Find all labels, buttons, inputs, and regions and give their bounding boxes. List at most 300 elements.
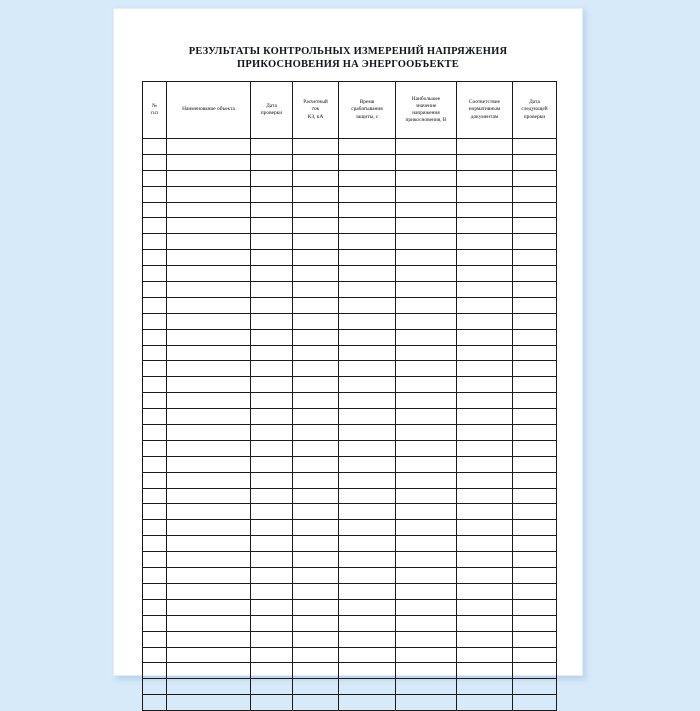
- table-cell-next_date[interactable]: [513, 456, 557, 472]
- table-cell-next_date[interactable]: [513, 520, 557, 536]
- table-cell-object_name[interactable]: [167, 202, 251, 218]
- table-cell-next_date[interactable]: [513, 679, 557, 695]
- table-cell-next_date[interactable]: [513, 393, 557, 409]
- table-row: [143, 425, 557, 441]
- table-cell-object_name[interactable]: [167, 234, 251, 250]
- table-cell-protection_time[interactable]: [339, 695, 396, 711]
- table-cell-max_voltage[interactable]: [396, 615, 457, 631]
- table-cell-calc_current[interactable]: [293, 393, 339, 409]
- table-cell-protection_time[interactable]: [339, 504, 396, 520]
- table-cell-calc_current[interactable]: [293, 409, 339, 425]
- table-cell-calc_current[interactable]: [293, 139, 339, 155]
- table-cell-next_date[interactable]: [513, 568, 557, 584]
- table-cell-number[interactable]: [143, 297, 167, 313]
- table-cell-next_date[interactable]: [513, 472, 557, 488]
- table-cell-object_name[interactable]: [167, 679, 251, 695]
- table-cell-compliance[interactable]: [457, 568, 513, 584]
- table-cell-object_name[interactable]: [167, 282, 251, 298]
- table-cell-max_voltage[interactable]: [396, 266, 457, 282]
- table-cell-protection_time[interactable]: [339, 282, 396, 298]
- table-cell-next_date[interactable]: [513, 488, 557, 504]
- table-cell-compliance[interactable]: [457, 218, 513, 234]
- table-cell-compliance[interactable]: [457, 409, 513, 425]
- table-cell-compliance[interactable]: [457, 536, 513, 552]
- table-cell-protection_time[interactable]: [339, 154, 396, 170]
- table-cell-compliance[interactable]: [457, 170, 513, 186]
- table-cell-check_date[interactable]: [251, 488, 293, 504]
- table-cell-next_date[interactable]: [513, 139, 557, 155]
- table-cell-check_date[interactable]: [251, 663, 293, 679]
- table-cell-object_name[interactable]: [167, 583, 251, 599]
- table-cell-protection_time[interactable]: [339, 234, 396, 250]
- table-cell-object_name[interactable]: [167, 297, 251, 313]
- table-cell-object_name[interactable]: [167, 266, 251, 282]
- table-cell-protection_time[interactable]: [339, 599, 396, 615]
- table-cell-number[interactable]: [143, 218, 167, 234]
- table-cell-compliance[interactable]: [457, 186, 513, 202]
- table-cell-calc_current[interactable]: [293, 282, 339, 298]
- table-cell-protection_time[interactable]: [339, 377, 396, 393]
- table-cell-number[interactable]: [143, 615, 167, 631]
- table-cell-check_date[interactable]: [251, 583, 293, 599]
- table-cell-max_voltage[interactable]: [396, 250, 457, 266]
- table-cell-check_date[interactable]: [251, 297, 293, 313]
- table-cell-check_date[interactable]: [251, 377, 293, 393]
- table-cell-number[interactable]: [143, 488, 167, 504]
- table-cell-calc_current[interactable]: [293, 345, 339, 361]
- table-cell-calc_current[interactable]: [293, 154, 339, 170]
- table-cell-protection_time[interactable]: [339, 679, 396, 695]
- table-cell-compliance[interactable]: [457, 679, 513, 695]
- table-cell-number[interactable]: [143, 170, 167, 186]
- table-cell-number[interactable]: [143, 250, 167, 266]
- table-cell-check_date[interactable]: [251, 266, 293, 282]
- table-cell-object_name[interactable]: [167, 695, 251, 711]
- table-cell-next_date[interactable]: [513, 345, 557, 361]
- table-cell-protection_time[interactable]: [339, 472, 396, 488]
- table-cell-object_name[interactable]: [167, 345, 251, 361]
- table-cell-check_date[interactable]: [251, 409, 293, 425]
- table-cell-object_name[interactable]: [167, 139, 251, 155]
- document-page: [113, 8, 583, 676]
- table-cell-calc_current[interactable]: [293, 472, 339, 488]
- table-cell-max_voltage[interactable]: [396, 568, 457, 584]
- table-cell-check_date[interactable]: [251, 234, 293, 250]
- table-cell-max_voltage[interactable]: [396, 647, 457, 663]
- table-cell-check_date[interactable]: [251, 631, 293, 647]
- table-cell-compliance[interactable]: [457, 456, 513, 472]
- table-cell-number[interactable]: [143, 345, 167, 361]
- table-cell-protection_time[interactable]: [339, 170, 396, 186]
- table-cell-compliance[interactable]: [457, 234, 513, 250]
- table-cell-object_name[interactable]: [167, 472, 251, 488]
- table-cell-protection_time[interactable]: [339, 631, 396, 647]
- table-cell-next_date[interactable]: [513, 583, 557, 599]
- table-cell-number[interactable]: [143, 647, 167, 663]
- table-cell-calc_current[interactable]: [293, 679, 339, 695]
- table-cell-object_name[interactable]: [167, 488, 251, 504]
- table-cell-compliance[interactable]: [457, 313, 513, 329]
- table-cell-max_voltage[interactable]: [396, 361, 457, 377]
- table-cell-calc_current[interactable]: [293, 599, 339, 615]
- column-header-line: Дата: [529, 99, 540, 106]
- table-cell-object_name[interactable]: [167, 536, 251, 552]
- table-cell-check_date[interactable]: [251, 218, 293, 234]
- table-cell-next_date[interactable]: [513, 266, 557, 282]
- table-cell-max_voltage[interactable]: [396, 345, 457, 361]
- table-cell-max_voltage[interactable]: [396, 663, 457, 679]
- table-cell-number[interactable]: [143, 313, 167, 329]
- table-cell-number[interactable]: [143, 329, 167, 345]
- column-header-line: защиты, с: [355, 113, 379, 120]
- table-cell-object_name[interactable]: [167, 568, 251, 584]
- table-cell-protection_time[interactable]: [339, 615, 396, 631]
- table-cell-check_date[interactable]: [251, 170, 293, 186]
- table-cell-protection_time[interactable]: [339, 488, 396, 504]
- table-cell-object_name[interactable]: [167, 154, 251, 170]
- table-cell-check_date[interactable]: [251, 186, 293, 202]
- table-cell-object_name[interactable]: [167, 552, 251, 568]
- table-row: [143, 361, 557, 377]
- table-cell-check_date[interactable]: [251, 250, 293, 266]
- table-cell-number[interactable]: [143, 234, 167, 250]
- table-cell-number[interactable]: [143, 266, 167, 282]
- table-cell-check_date[interactable]: [251, 536, 293, 552]
- table-cell-max_voltage[interactable]: [396, 234, 457, 250]
- table-cell-max_voltage[interactable]: [396, 695, 457, 711]
- table-cell-protection_time[interactable]: [339, 520, 396, 536]
- table-cell-number[interactable]: [143, 583, 167, 599]
- table-cell-calc_current[interactable]: [293, 631, 339, 647]
- table-cell-calc_current[interactable]: [293, 266, 339, 282]
- table-cell-number[interactable]: [143, 695, 167, 711]
- table-cell-check_date[interactable]: [251, 568, 293, 584]
- table-cell-object_name[interactable]: [167, 647, 251, 663]
- table-cell-check_date[interactable]: [251, 647, 293, 663]
- table-cell-compliance[interactable]: [457, 266, 513, 282]
- table-cell-check_date[interactable]: [251, 456, 293, 472]
- table-cell-max_voltage[interactable]: [396, 202, 457, 218]
- table-cell-number[interactable]: [143, 472, 167, 488]
- table-cell-max_voltage[interactable]: [396, 583, 457, 599]
- table-cell-compliance[interactable]: [457, 393, 513, 409]
- table-cell-next_date[interactable]: [513, 695, 557, 711]
- table-cell-max_voltage[interactable]: [396, 425, 457, 441]
- table-cell-number[interactable]: [143, 393, 167, 409]
- table-cell-object_name[interactable]: [167, 409, 251, 425]
- table-cell-object_name[interactable]: [167, 520, 251, 536]
- table-cell-next_date[interactable]: [513, 186, 557, 202]
- table-cell-object_name[interactable]: [167, 393, 251, 409]
- table-cell-protection_time[interactable]: [339, 218, 396, 234]
- table-cell-compliance[interactable]: [457, 583, 513, 599]
- table-cell-next_date[interactable]: [513, 282, 557, 298]
- table-cell-number[interactable]: [143, 568, 167, 584]
- table-cell-max_voltage[interactable]: [396, 552, 457, 568]
- table-cell-protection_time[interactable]: [339, 536, 396, 552]
- table-cell-compliance[interactable]: [457, 488, 513, 504]
- table-cell-check_date[interactable]: [251, 282, 293, 298]
- table-row: [143, 186, 557, 202]
- table-cell-check_date[interactable]: [251, 202, 293, 218]
- table-cell-protection_time[interactable]: [339, 186, 396, 202]
- table-cell-next_date[interactable]: [513, 377, 557, 393]
- table-cell-calc_current[interactable]: [293, 218, 339, 234]
- column-header-max-voltage: [396, 82, 457, 139]
- table-cell-check_date[interactable]: [251, 520, 293, 536]
- table-cell-number[interactable]: [143, 154, 167, 170]
- table-cell-max_voltage[interactable]: [396, 599, 457, 615]
- table-cell-protection_time[interactable]: [339, 440, 396, 456]
- table-cell-calc_current[interactable]: [293, 456, 339, 472]
- table-cell-check_date[interactable]: [251, 313, 293, 329]
- table-cell-object_name[interactable]: [167, 329, 251, 345]
- table-cell-max_voltage[interactable]: [396, 313, 457, 329]
- table-cell-max_voltage[interactable]: [396, 504, 457, 520]
- table-cell-protection_time[interactable]: [339, 329, 396, 345]
- table-cell-max_voltage[interactable]: [396, 409, 457, 425]
- table-cell-calc_current[interactable]: [293, 647, 339, 663]
- table-cell-check_date[interactable]: [251, 154, 293, 170]
- table-cell-next_date[interactable]: [513, 250, 557, 266]
- table-cell-next_date[interactable]: [513, 599, 557, 615]
- table-cell-check_date[interactable]: [251, 552, 293, 568]
- table-cell-check_date[interactable]: [251, 472, 293, 488]
- table-cell-next_date[interactable]: [513, 234, 557, 250]
- table-cell-protection_time[interactable]: [339, 552, 396, 568]
- table-cell-protection_time[interactable]: [339, 409, 396, 425]
- table-cell-calc_current[interactable]: [293, 488, 339, 504]
- table-cell-protection_time[interactable]: [339, 583, 396, 599]
- table-cell-number[interactable]: [143, 186, 167, 202]
- table-row: [143, 313, 557, 329]
- table-cell-number[interactable]: [143, 599, 167, 615]
- table-cell-calc_current[interactable]: [293, 361, 339, 377]
- table-cell-number[interactable]: [143, 679, 167, 695]
- table-cell-compliance[interactable]: [457, 425, 513, 441]
- table-cell-check_date[interactable]: [251, 361, 293, 377]
- table-cell-object_name[interactable]: [167, 425, 251, 441]
- table-cell-number[interactable]: [143, 552, 167, 568]
- table-cell-compliance[interactable]: [457, 202, 513, 218]
- table-cell-next_date[interactable]: [513, 615, 557, 631]
- table-cell-protection_time[interactable]: [339, 250, 396, 266]
- table-cell-max_voltage[interactable]: [396, 488, 457, 504]
- table-cell-next_date[interactable]: [513, 647, 557, 663]
- table-cell-compliance[interactable]: [457, 154, 513, 170]
- table-cell-check_date[interactable]: [251, 679, 293, 695]
- table-cell-number[interactable]: [143, 377, 167, 393]
- table-cell-compliance[interactable]: [457, 504, 513, 520]
- table-cell-object_name[interactable]: [167, 663, 251, 679]
- table-cell-calc_current[interactable]: [293, 425, 339, 441]
- table-cell-calc_current[interactable]: [293, 440, 339, 456]
- table-cell-next_date[interactable]: [513, 425, 557, 441]
- table-cell-next_date[interactable]: [513, 504, 557, 520]
- table-cell-max_voltage[interactable]: [396, 377, 457, 393]
- table-cell-protection_time[interactable]: [339, 297, 396, 313]
- table-cell-max_voltage[interactable]: [396, 186, 457, 202]
- table-cell-calc_current[interactable]: [293, 202, 339, 218]
- table-cell-object_name[interactable]: [167, 361, 251, 377]
- table-cell-compliance[interactable]: [457, 647, 513, 663]
- table-cell-object_name[interactable]: [167, 218, 251, 234]
- table-cell-compliance[interactable]: [457, 139, 513, 155]
- table-cell-max_voltage[interactable]: [396, 679, 457, 695]
- table-cell-compliance[interactable]: [457, 631, 513, 647]
- table-cell-check_date[interactable]: [251, 329, 293, 345]
- table-cell-protection_time[interactable]: [339, 568, 396, 584]
- table-cell-max_voltage[interactable]: [396, 472, 457, 488]
- table-cell-protection_time[interactable]: [339, 456, 396, 472]
- table-cell-calc_current[interactable]: [293, 313, 339, 329]
- table-cell-number[interactable]: [143, 520, 167, 536]
- table-cell-number[interactable]: [143, 440, 167, 456]
- column-header-line: Дата: [266, 102, 277, 109]
- table-cell-next_date[interactable]: [513, 329, 557, 345]
- table-cell-number[interactable]: [143, 631, 167, 647]
- table-cell-next_date[interactable]: [513, 202, 557, 218]
- table-cell-number[interactable]: [143, 504, 167, 520]
- table-cell-next_date[interactable]: [513, 536, 557, 552]
- table-cell-max_voltage[interactable]: [396, 393, 457, 409]
- table-cell-calc_current[interactable]: [293, 695, 339, 711]
- table-cell-calc_current[interactable]: [293, 377, 339, 393]
- table-cell-compliance[interactable]: [457, 520, 513, 536]
- table-cell-number[interactable]: [143, 409, 167, 425]
- table-cell-object_name[interactable]: [167, 250, 251, 266]
- table-cell-next_date[interactable]: [513, 663, 557, 679]
- table-cell-compliance[interactable]: [457, 472, 513, 488]
- table-cell-protection_time[interactable]: [339, 313, 396, 329]
- table-cell-number[interactable]: [143, 139, 167, 155]
- table-cell-calc_current[interactable]: [293, 615, 339, 631]
- table-cell-calc_current[interactable]: [293, 663, 339, 679]
- table-cell-protection_time[interactable]: [339, 202, 396, 218]
- table-cell-calc_current[interactable]: [293, 234, 339, 250]
- table-cell-next_date[interactable]: [513, 313, 557, 329]
- table-cell-compliance[interactable]: [457, 297, 513, 313]
- table-cell-next_date[interactable]: [513, 154, 557, 170]
- table-cell-next_date[interactable]: [513, 409, 557, 425]
- table-cell-calc_current[interactable]: [293, 297, 339, 313]
- table-cell-next_date[interactable]: [513, 170, 557, 186]
- table-cell-compliance[interactable]: [457, 440, 513, 456]
- table-cell-check_date[interactable]: [251, 504, 293, 520]
- table-cell-next_date[interactable]: [513, 631, 557, 647]
- table-cell-max_voltage[interactable]: [396, 218, 457, 234]
- table-cell-object_name[interactable]: [167, 377, 251, 393]
- table-cell-calc_current[interactable]: [293, 536, 339, 552]
- table-cell-protection_time[interactable]: [339, 345, 396, 361]
- table-cell-check_date[interactable]: [251, 599, 293, 615]
- table-cell-calc_current[interactable]: [293, 520, 339, 536]
- table-cell-check_date[interactable]: [251, 393, 293, 409]
- table-cell-compliance[interactable]: [457, 599, 513, 615]
- table-cell-compliance[interactable]: [457, 282, 513, 298]
- table-cell-next_date[interactable]: [513, 440, 557, 456]
- table-cell-max_voltage[interactable]: [396, 631, 457, 647]
- table-cell-check_date[interactable]: [251, 345, 293, 361]
- table-cell-object_name[interactable]: [167, 599, 251, 615]
- table-cell-compliance[interactable]: [457, 695, 513, 711]
- table-cell-protection_time[interactable]: [339, 425, 396, 441]
- table-cell-protection_time[interactable]: [339, 361, 396, 377]
- table-cell-object_name[interactable]: [167, 504, 251, 520]
- table-cell-calc_current[interactable]: [293, 170, 339, 186]
- table-cell-check_date[interactable]: [251, 615, 293, 631]
- table-cell-object_name[interactable]: [167, 313, 251, 329]
- table-cell-next_date[interactable]: [513, 297, 557, 313]
- table-cell-calc_current[interactable]: [293, 186, 339, 202]
- table-cell-compliance[interactable]: [457, 361, 513, 377]
- table-cell-number[interactable]: [143, 536, 167, 552]
- table-cell-max_voltage[interactable]: [396, 456, 457, 472]
- table-cell-protection_time[interactable]: [339, 139, 396, 155]
- table-cell-calc_current[interactable]: [293, 250, 339, 266]
- table-cell-compliance[interactable]: [457, 615, 513, 631]
- table-cell-next_date[interactable]: [513, 552, 557, 568]
- table-cell-compliance[interactable]: [457, 663, 513, 679]
- table-cell-max_voltage[interactable]: [396, 282, 457, 298]
- table-cell-object_name[interactable]: [167, 186, 251, 202]
- table-cell-check_date[interactable]: [251, 139, 293, 155]
- table-cell-calc_current[interactable]: [293, 568, 339, 584]
- table-cell-number[interactable]: [143, 425, 167, 441]
- table-cell-compliance[interactable]: [457, 552, 513, 568]
- table-cell-protection_time[interactable]: [339, 393, 396, 409]
- table-cell-number[interactable]: [143, 456, 167, 472]
- table-cell-calc_current[interactable]: [293, 552, 339, 568]
- table-row: [143, 679, 557, 695]
- table-cell-object_name[interactable]: [167, 631, 251, 647]
- table-cell-compliance[interactable]: [457, 377, 513, 393]
- table-cell-protection_time[interactable]: [339, 663, 396, 679]
- table-cell-max_voltage[interactable]: [396, 520, 457, 536]
- table-cell-compliance[interactable]: [457, 329, 513, 345]
- table-cell-number[interactable]: [143, 282, 167, 298]
- table-cell-number[interactable]: [143, 202, 167, 218]
- table-cell-next_date[interactable]: [513, 361, 557, 377]
- table-cell-calc_current[interactable]: [293, 583, 339, 599]
- table-cell-max_voltage[interactable]: [396, 139, 457, 155]
- table-cell-max_voltage[interactable]: [396, 536, 457, 552]
- table-cell-calc_current[interactable]: [293, 504, 339, 520]
- table-cell-max_voltage[interactable]: [396, 154, 457, 170]
- table-cell-max_voltage[interactable]: [396, 440, 457, 456]
- table-cell-protection_time[interactable]: [339, 266, 396, 282]
- column-header-protection-time: [339, 82, 396, 139]
- table-cell-max_voltage[interactable]: [396, 297, 457, 313]
- table-cell-protection_time[interactable]: [339, 647, 396, 663]
- table-cell-max_voltage[interactable]: [396, 170, 457, 186]
- table-cell-next_date[interactable]: [513, 218, 557, 234]
- table-cell-compliance[interactable]: [457, 345, 513, 361]
- table-cell-max_voltage[interactable]: [396, 329, 457, 345]
- table-row: [143, 599, 557, 615]
- table-cell-number[interactable]: [143, 663, 167, 679]
- table-cell-object_name[interactable]: [167, 615, 251, 631]
- table-cell-object_name[interactable]: [167, 170, 251, 186]
- table-cell-compliance[interactable]: [457, 250, 513, 266]
- table-cell-check_date[interactable]: [251, 695, 293, 711]
- table-cell-object_name[interactable]: [167, 456, 251, 472]
- table-cell-check_date[interactable]: [251, 440, 293, 456]
- table-cell-object_name[interactable]: [167, 440, 251, 456]
- table-cell-number[interactable]: [143, 361, 167, 377]
- table-cell-calc_current[interactable]: [293, 329, 339, 345]
- table-cell-check_date[interactable]: [251, 425, 293, 441]
